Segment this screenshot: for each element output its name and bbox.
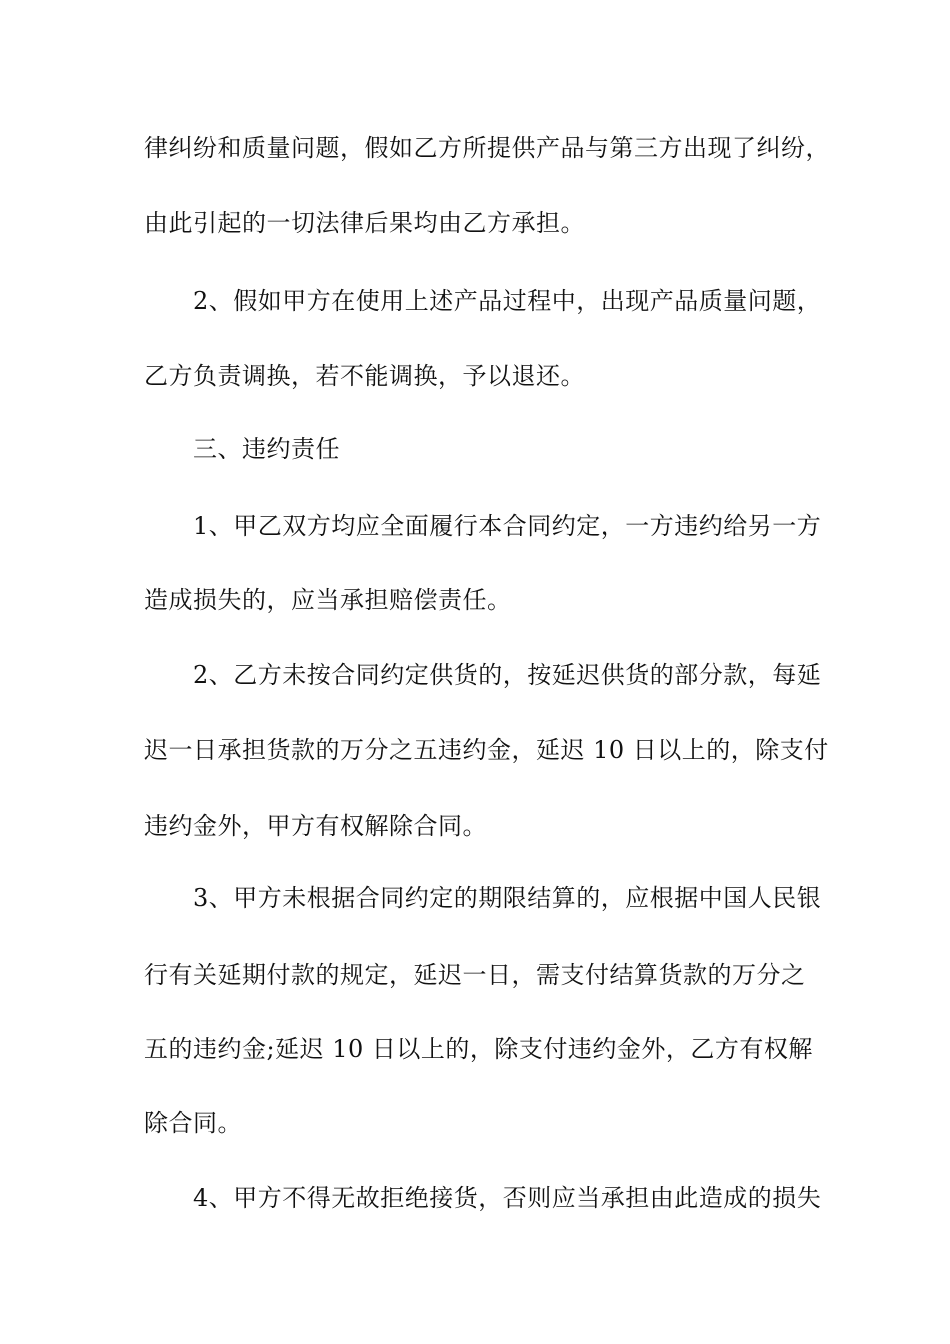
- paragraph-line: 3、甲方未根据合同约定的期限结算的，应根据中国人民银: [193, 884, 822, 912]
- paragraph-line: 律纠纷和质量问题，假如乙方所提供产品与第三方出现了纠纷，: [144, 134, 830, 162]
- paragraph-line: 2、乙方未按合同约定供货的，按延迟供货的部分款，每延: [193, 661, 822, 689]
- paragraph-line: 造成损失的，应当承担赔偿责任。: [144, 586, 512, 614]
- paragraph-line: 由此引起的一切法律后果均由乙方承担。: [144, 209, 585, 237]
- paragraph-line: 违约金外，甲方有权解除合同。: [144, 812, 487, 840]
- section-heading: 三、违约责任: [193, 435, 340, 463]
- paragraph-line: 4、甲方不得无故拒绝接货，否则应当承担由此造成的损失: [193, 1184, 822, 1212]
- paragraph-line: 2、假如甲方在使用上述产品过程中，出现产品质量问题，: [193, 287, 822, 315]
- paragraph-line: 除合同。: [144, 1109, 242, 1137]
- paragraph-line: 迟一日承担货款的万分之五违约金，延迟 10 日以上的，除支付: [144, 736, 829, 764]
- paragraph-line: 五的违约金;延迟 10 日以上的，除支付违约金外，乙方有权解: [144, 1035, 813, 1063]
- paragraph-line: 1、甲乙双方均应全面履行本合同约定，一方违约给另一方: [193, 512, 822, 540]
- paragraph-line: 行有关延期付款的规定，延迟一日，需支付结算货款的万分之: [144, 961, 806, 989]
- paragraph-line: 乙方负责调换，若不能调换，予以退还。: [144, 362, 585, 390]
